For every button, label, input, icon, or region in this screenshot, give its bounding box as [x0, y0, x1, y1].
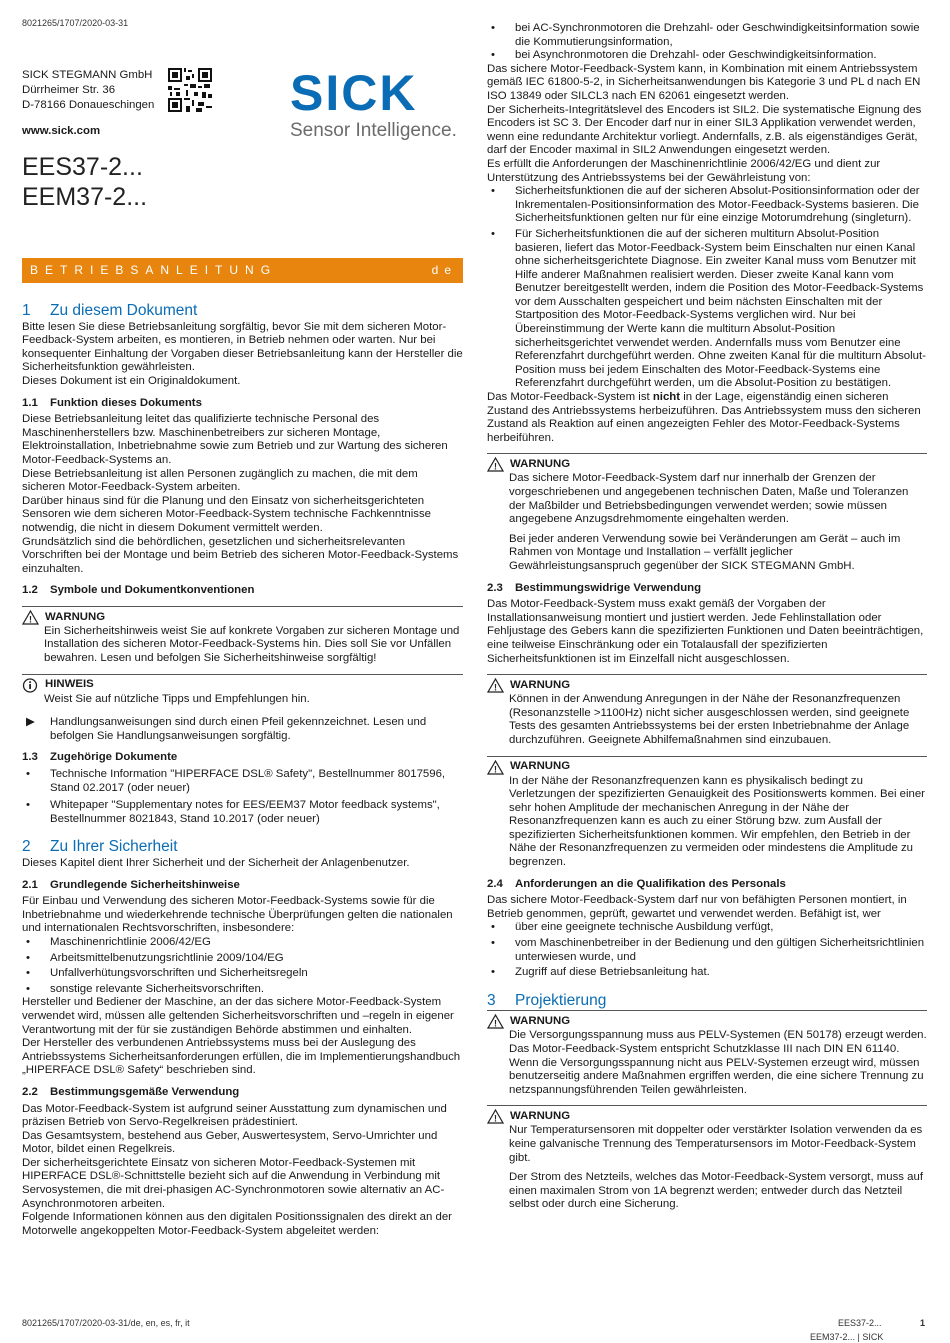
warning-icon: [487, 760, 504, 775]
logo-tagline: Sensor Intelligence.: [290, 120, 457, 141]
warning-box: [22, 606, 463, 666]
list-item: • Whitepaper "Supplementary notes for EES/EEM37 Motor feedback systems", Bestellnummer 8021843, Stand 10.2017 (oder neuer): [26, 799, 440, 825]
paragraph: Das sichere Motor-Feedback-System darf nur von befähigten Personen montiert, in Betrieb genommen, geprüft, gewartet und verwendet werden. Befähigt ist, wer: [487, 894, 907, 920]
paragraph: Dieses Dokument ist ein Originaldokument.: [22, 374, 241, 387]
warning-box: WARNUNG Können in der Anwendung Anregungen in der Nähe der Resonanzfrequenzen (Resonanzstelle >1100Hz) nicht sicher ausgeschlossen werden, sind geeignete Tests des gesamten Antriebssystems bei der ersten Inbetriebnahme der Anlage durchzuführen. Geeignete Abhilfemaßnahmen sind einzubauen.: [487, 674, 927, 747]
page-number: 1: [920, 1318, 926, 1328]
warning-text: Ein Sicherheitshinweis weist Sie auf konkrete Vorgaben zur sicheren Montage und Installation des sicheren Motor-Feedback-Systems hin. Dies soll Sie vor Unfällen bewahren. Lesen und befolgen Sie Sicherheitshinweise sorgfältig!: [44, 624, 460, 665]
subsection-heading: 2.1 Grundlegende Sicherheitshinweise: [22, 878, 240, 891]
warning-icon: [487, 1014, 504, 1029]
footer-doc-id: 8021265/1707/2020-03-31/de, en, es, fr, it: [22, 1318, 190, 1328]
warning-box: WARNUNG Das sichere Motor-Feedback-System darf nur innerhalb der Grenzen der vorgeschriebenen und angegebenen technischen Daten, Maße und Toleranzen der Maßbilder und Betriebsbedingungen verwendet werden; sowie müssen angegebene Anzugsdrehmomente eingehalten werden. Bei jeder anderen Verwendung sowie bei Veränderungen am Gerät – auch im Rahmen von Montage und Installation – verfällt jeglicher Gewährleistungsanspruch gegenüber der SICK STEGMANN GmbH.: [487, 453, 927, 573]
list-item: • Zugriff auf diese Betriebsanleitung hat.: [491, 966, 710, 979]
paragraph: Das sichere Motor-Feedback-System kann, in Kombination mit einem Antriebssystem gemäß IEC 61800-5-2, in Sicherheitsanwendungen bis Kategorie 3 und PL d nach EN ISO 13849 oder SILCL3 nach EN 62061 eingesetzt werden.: [487, 62, 921, 102]
paragraph: Das Motor-Feedback-System ist nicht in der Lage, eigenständig einen sicheren Zustand des Antriebssystems herbeizuführen. Das Antriebssystem muss den sicheren Zustand als Reaktion auf einen angezeigten Fehler des Motor-Feedback-Systems herbeiführen.: [487, 391, 921, 444]
subsection-heading: 1.2 Symbole und Dokumentkonventionen: [22, 584, 255, 597]
banner-title: BETRIEBSANLEITUNG: [30, 263, 278, 277]
company-street: Dürrheimer Str. 36: [22, 84, 116, 96]
hint-box: [22, 674, 463, 707]
subsection-heading: 2.4 Anforderungen an die Qualifikation des Personals: [487, 877, 786, 890]
list-item: • Sicherheitsfunktionen die auf der sicheren Absolut-Positionsinformation oder der Inkrementalen-Positionsinformation des Motor-Feedback-Systems basieren. Die Sicherheitsfunktionen gelten nur für eine einzige Motorumdrehung (singleturn).: [491, 185, 920, 225]
warning-box: WARNUNG In der Nähe der Resonanzfrequenzen kann es physikalisch bedingt zu Verletzungen der spezifizierten Genauigkeit des Positionswerts kommen. Bei einer sehr hohen Amplitude der mechanischen Anregung in der Nähe der Resonanzfrequenzen kann es auch zu einer Störung bzw. zum Ausfall der spezifizierten Sicherheitsfunktionen kommen. Wir empfehlen, den Betrieb in der Nähe der Resonanzfrequenzen zu vermeiden oder mindestens die Amplitude zu begrenzen.: [487, 756, 927, 870]
qr-code: [168, 68, 212, 112]
paragraph: Dieses Kapitel dient Ihrer Sicherheit und der Sicherheit der Anlagenbenutzer.: [22, 857, 410, 869]
subsection-heading: 2.3 Bestimmungswidrige Verwendung: [487, 581, 702, 594]
info-icon: [22, 678, 39, 693]
paragraph: Diese Betriebsanleitung leitet das qualifizierte technische Personal des Maschinenherstellers bzw. Maschinenbetreibers zur sicheren Montage, Elektroinstallation, Inbetriebnahme sowie zum Betrieb und zur Wartung des sicheren Motor-Feedback-Systems an.: [22, 413, 448, 466]
logo-wordmark: SICK: [290, 65, 418, 121]
paragraph: Der Sicherheits-Integritätslevel des Encoders ist SIL2. Die systematische Eignung des Encoders ist SC 3. Der Encoder darf nur in einer SIL3 Applikation verwendet werden, wenn eine redundante Architektur vorliegt. Andernfalls, z.B. als eigenständiges Gerät, darf der Encoder maximal in SIL2 Anwendungen eingesetzt werden.: [487, 103, 922, 157]
left-column: [22, 292, 463, 1238]
paragraph: Folgende Informationen können aus den digitalen Positionssignalen des direkt an der Motorwelle angekoppelten Motor-Feedback-System abgeleitet werden:: [22, 1211, 452, 1237]
paragraph: Hersteller und Bediener der Maschine, an der das sichere Motor-Feedback-System verwendet wird, müssen alle geltenden Sicherheitsvorschriften und –regeln in eigener Verantwortung mit der für sie zuständigen Behörde abstimmen und einhalten.: [22, 996, 454, 1036]
list-item: • Technische Information "HIPERFACE DSL® Safety", Bestellnummer 8017596, Stand 02.2017 (oder neuer): [26, 768, 446, 794]
list-item: • Maschinenrichtlinie 2006/42/EG: [26, 935, 211, 948]
paragraph: Grundsätzlich sind die behördlichen, gesetzlichen und sicherheitsrelevanten Vorschriften bei der Montage und beim Betrieb des sicheren Motor-Feedback-Systems einzuhalten.: [22, 535, 459, 575]
list-item: • Unfallverhütungsvorschriften und Sicherheitsregeln: [26, 967, 308, 980]
hint-label: HINWEIS: [45, 678, 94, 691]
warning-icon: [487, 1109, 504, 1124]
list-item: • sonstige relevante Sicherheitsvorschriften.: [26, 982, 264, 995]
paragraph: Das Gesamtsystem, bestehend aus Geber, Auswertesystem, Servo-Umrichter und Motor, bildet einen Regelkreis.: [22, 1129, 438, 1156]
product-name-1: EES37-2...: [22, 153, 143, 181]
banner-language: de: [431, 263, 457, 277]
doc-type-banner: [22, 258, 463, 283]
list-item: • bei Asynchronmotoren die Drehzahl- oder Geschwindigkeitsinformation.: [491, 49, 877, 62]
subsection-heading: 2.2 Bestimmungsgemäße Verwendung: [22, 1085, 240, 1098]
section-heading: 3 Projektierung: [487, 991, 607, 1009]
paragraph: Der Hersteller des verbundenen Antriebssystems muss bei der Auslegung des Antriebssystems Sicherheitsanforderungen erfüllen, die im Implementierungshandbuch „HIPERFACE DSL® Safety“ beschrieben sind.: [22, 1037, 461, 1077]
subsection-heading: 1.1 Funktion dieses Dokuments: [22, 396, 202, 409]
paragraph: Es erfüllt die Anforderungen der Maschinenrichtlinie 2006/42/EG und dient zur Unterstützung des Antriebssystems bei der Gewährleistung von:: [487, 157, 881, 184]
subsection-heading: 1.3 Zugehörige Dokumente: [22, 751, 178, 764]
list-item: • Arbeitsmittelbenutzungsrichtlinie 2009/104/EG: [26, 951, 284, 964]
footer-product-1: EES37-2...: [838, 1318, 882, 1328]
list-item: • vom Maschinenbetreiber in der Bedienung und den gültigen Sicherheitsrichtlinien unterwiesen wurde, und: [491, 937, 925, 963]
paragraph: Bitte lesen Sie diese Betriebsanleitung sorgfältig, bevor Sie mit dem sicheren Motor-Feedback-System arbeiten, es montieren, in Betrieb nehmen oder warten. Nur bei konsequenter Einhaltung der Vorgaben dieser Betriebsanleitung kann der Hersteller die Sicherheitsfunktion gewährleisten.: [22, 320, 463, 374]
product-name-2: EEM37-2...: [22, 183, 148, 211]
list-item: • bei AC-Synchronmotoren die Drehzahl- oder Geschwindigkeitsinformation sowie die Kommutierungsinformation,: [491, 22, 920, 48]
warning-icon: [22, 610, 39, 625]
paragraph: Das Motor-Feedback-System muss exakt gemäß der Vorgaben der Installationsanweisung montiert und justiert werden. Jede Fehlinstallation oder Fehljustage des Gebers kann die spezifizierten Funktionen und Daten beeinträchtigen, eine teilweise Einschränkung oder ein Totalausfall der spezifizierten Sicherheitsfunktionen ist im Einzelfall nicht ausgeschlossen.: [487, 598, 924, 665]
warning-label: WARNUNG: [45, 610, 106, 623]
website-link[interactable]: www.sick.com: [22, 125, 101, 137]
footer-product-2: EEM37-2... | SICK: [810, 1332, 884, 1342]
warning-icon: [487, 678, 504, 693]
right-column: [487, 22, 927, 1216]
hint-text: Weist Sie auf nützliche Tipps und Empfehlungen hin.: [44, 692, 310, 705]
section-heading: 1 Zu diesem Dokument: [22, 302, 198, 319]
warning-box: WARNUNG Die Versorgungsspannung muss aus PELV-Systemen (EN 50178) erzeugt werden. Das Motor-Feedback-System entspricht Schutzklasse III nach DIN EN 61140. Wenn die Versorgungsspannung nicht aus PELV-Systemen erzeugt wird, müssen benutzerseitig andere Maßnahmen ergriffen werden, die eine sichere Trennung zu netzspannungsführenden Teilen gewährleisten.: [487, 1010, 927, 1097]
paragraph: Diese Betriebsanleitung ist allen Personen zugänglich zu machen, die mit dem sicheren Motor-Feedback-System arbeiten.: [22, 467, 418, 494]
paragraph: Das Motor-Feedback-System ist aufgrund seiner Ausstattung zum dynamischen und präzisen Betrieb von Servo-Regelkreisen prädestiniert.: [22, 1102, 447, 1129]
paragraph: Für Einbau und Verwendung des sicheren Motor-Feedback-Systems sowie für die Inbetriebnahme und wiederkehrende technische Überprüfungen gelten die nationalen und internationalen Rechtsvorschriften, insbesondere:: [22, 895, 453, 935]
action-instruction: ▶ Handlungsanweisungen sind durch einen Pfeil gekennzeichnet. Lesen und befolgen Sie Handlungsanweisungen sorgfältig.: [22, 716, 463, 743]
company-city: D-78166 Donaueschingen: [22, 99, 155, 111]
warning-box: WARNUNG Nur Temperatursensoren mit doppelter oder verstärkter Isolation verwenden da es keine galvanische Trennung des Temperatursensors im Motor-Feedback-System gibt. Der Strom des Netzteils, welches das Motor-Feedback-System versorgt, muss auf einen maximalen Strom von 1A begrenzt werden; entweder durch das Netzteil selbst oder durch eine Sicherung.: [487, 1105, 927, 1212]
list-item: • über eine geeignete technische Ausbildung verfügt,: [491, 921, 774, 934]
paragraph: Darüber hinaus sind für die Planung und den Einsatz von sicherheitsgerichteten Sensoren wie dem sicheren Motor-Feedback-System technische Fachkenntnisse notwendig, die nicht in diesem Dokument vermittelt werden.: [22, 494, 431, 534]
sick-logo: [290, 65, 457, 142]
company-address: [22, 68, 154, 113]
paragraph: Der sicherheitsgerichtete Einsatz von sicheren Motor-Feedback-Systemen mit HIPERFACE DSL®-Schnittstelle bezieht sich auf die Anwendung in Verbindung mit Servosystemen, die mit drei-phasigen AC-Synchronmotoren sowie alternativ an AC-Asynchronmotoren arbeiten.: [22, 1156, 445, 1210]
list-item: • Für Sicherheitsfunktionen die auf der sicheren multiturn Absolut-Position basieren, liefert das Motor-Feedback-System beim Einschalten nur einen Kanal ohne sicherheitsgerichtete Diagnose. Ein zweiter Kanal muss vom Benutzer mit Hilfe anderer Maßnahmen realisiert werden. Dieser zweite Kanal kann vom Benutzer bereitgestellt werden, indem die Position des Motor-Feedback-Systems vor dem Ausschalten gespeichert und beim nächsten Einschalten mit der Startposition des Motor-Feedback-Systems verglichen wird. Nur bei Übereinstimmung der Werte kann die multiturn Absolut-Position sicherheitsgerichtet verwendet werden. Andernfalls muss vom Benutzer eine Referenzfahrt durchgeführt werden. Ohne zweiten Kanal für die multiturn Absolut-Position muss bei jedem Einschalten des Motor-Feedback-Systems eine Referenzfahrt durchgeführt werden, um die Absolut-Position zu bestätigen.: [491, 227, 926, 390]
company-name: SICK STEGMANN GmbH: [22, 69, 153, 81]
section-heading: 2 Zu Ihrer Sicherheit: [22, 838, 178, 856]
document-id-top: 8021265/1707/2020-03-31: [22, 18, 129, 28]
product-title: [22, 152, 147, 212]
arrow-icon: ▶: [26, 716, 35, 729]
warning-icon: [487, 457, 504, 472]
